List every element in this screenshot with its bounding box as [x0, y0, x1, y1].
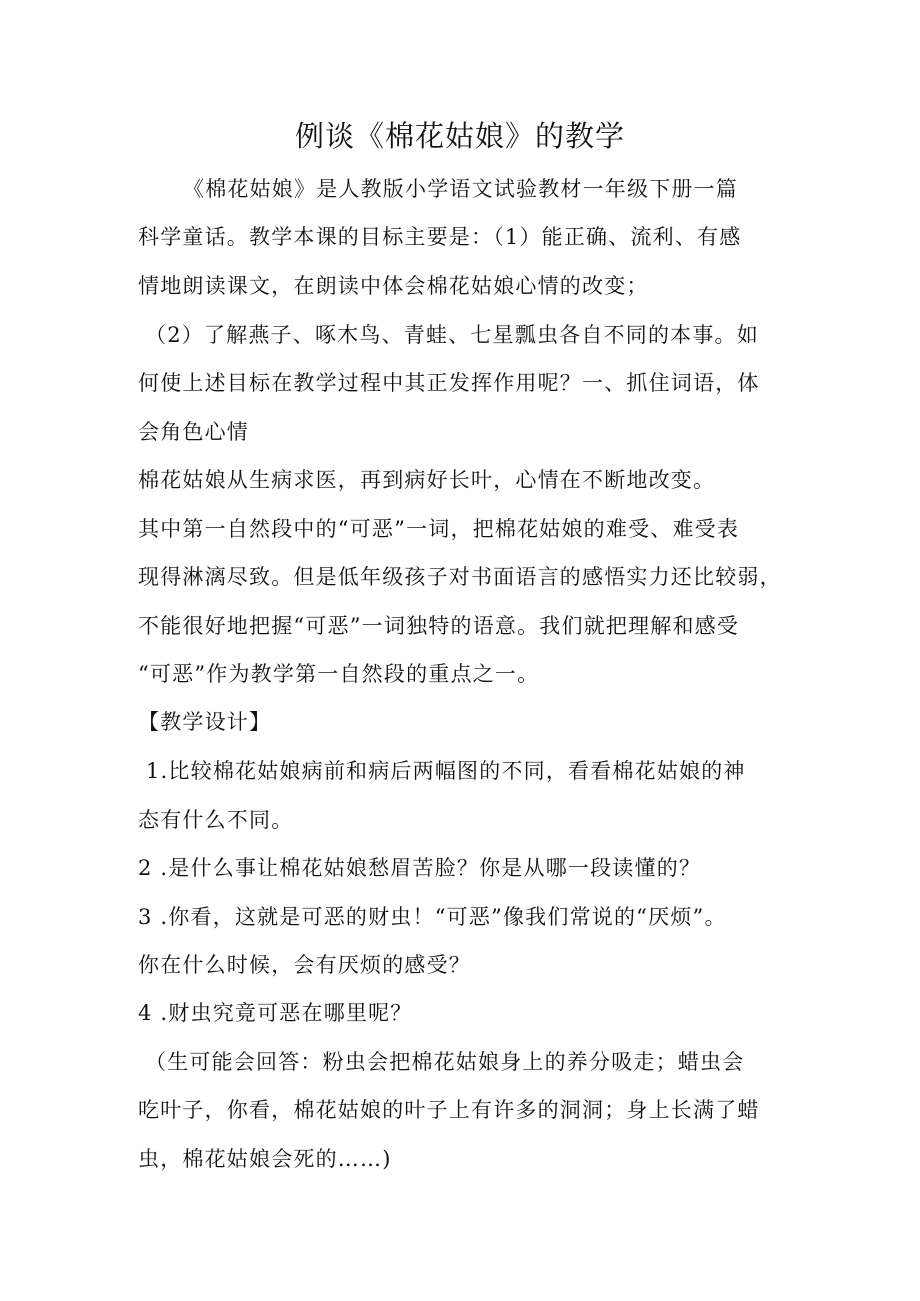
paragraph-line: 情地朗读课文，在朗读中体会棉花姑娘心情的改变；: [138, 274, 649, 298]
paragraph-line: 棉花姑娘从生病求医，再到病好长叶，心情在不断地改变。: [138, 468, 716, 492]
list-item: 2 .是什么事让棉花姑娘愁眉苦脸？你是从哪一段读懂的？: [138, 856, 702, 880]
section-heading: 【教学设计】: [138, 710, 272, 734]
paragraph-line: 不能很好地把握“可恶”一词独特的语意。我们就把理解和感受: [138, 614, 740, 638]
list-item: 3 .你看，这就是可恶的财虫！“可恶”像我们常说的“厌烦”。: [138, 905, 727, 929]
paragraph-line: 虫，棉花姑娘会死的……): [138, 1147, 392, 1171]
paragraph-line: （生可能会回答：粉虫会把棉花姑娘身上的养分吸走；蜡虫会: [145, 1050, 745, 1074]
list-item: 1.比较棉花姑娘病前和病后两幅图的不同，看看棉花姑娘的神: [146, 759, 746, 783]
paragraph-line: “可恶”作为教学第一自然段的重点之一。: [138, 662, 540, 686]
paragraph-line: 吃叶子，你看，棉花姑娘的叶子上有许多的洞洞；身上长满了蜡: [138, 1098, 760, 1122]
paragraph-line: 科学童话。教学本课的目标主要是：（1）能正确、流利、有感: [138, 225, 742, 249]
document-title: 例谈《棉花姑娘》的教学: [294, 119, 625, 153]
paragraph-line: 会角色心情: [138, 420, 249, 444]
list-item-continuation: 你在什么时候，会有厌烦的感受？: [138, 953, 471, 977]
list-item-continuation: 态有什么不同。: [138, 808, 294, 832]
paragraph-line: 现得淋漓尽致。但是低年级孩子对书面语言的感悟实力还比较弱，: [138, 565, 782, 589]
paragraph-line: 《棉花姑娘》是人教版小学语文试验教材一年级下册一篇: [183, 177, 738, 201]
list-item: 4 .财虫究竟可恶在哪里呢？: [138, 1001, 413, 1025]
paragraph-line: 何使上述目标在教学过程中其正发挥作用呢？一、抓住词语，体: [138, 371, 760, 395]
paragraph-line: 其中第一自然段中的“可恶”一词，把棉花姑娘的难受、难受表: [138, 517, 740, 541]
paragraph-line: （2）了解燕子、啄木鸟、青蛙、七星瓢虫各自不同的本事。如: [145, 323, 759, 347]
